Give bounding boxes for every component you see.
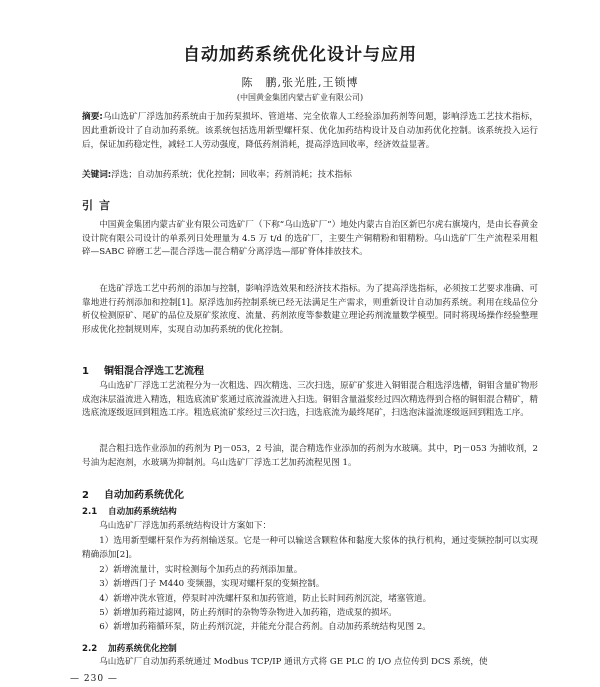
keywords [82, 168, 538, 182]
subsection-title: 加药系统优化控制 [108, 644, 177, 654]
subsection-number: 2.2 [82, 644, 98, 654]
section-number: 2 [82, 490, 89, 501]
section-number: 1 [82, 366, 89, 377]
section22-paragraph: 乌山选矿厂自动加药系统通过 Modbus TCP/IP 通讯方式将 GE PLC 的 I/O 点位传到 DCS 系统，使 [99, 657, 488, 667]
page-number: — 230 — [70, 674, 118, 684]
paper-title: 自动加药系统优化设计与应用 [183, 45, 417, 65]
authors: 陈 鹏,张光胜,王锁博 [241, 76, 359, 89]
intro-paragraph-2: 在选矿浮选工艺中药剂的添加与控制，影响浮选效果和经济技术指标。为了提高浮选指标，必须按工艺要求准确、可靠地进行药剂添加和控制[1]。原浮选加药控制系统已经无法满足生产需求，则重新设计自动加药系统。利用在线品位分析仪检测原矿、尾矿的品位及原矿浆浓度、流量、药剂浓度等参数建立理论药剂流量数学模型。同时将现场操作经验整理形成优化控制规则库，实现自动加药系统的优化控制。 [82, 284, 538, 335]
design-list [82, 534, 538, 635]
intro-heading: 引言 [82, 199, 116, 212]
section1-paragraph-2: 混合粗扫选作业添加的药剂为 Pj－053，2 号油，混合精选作业添加的药剂为水玻璃。其中，Pj－053 为捕收剂，2 号油为起泡剂，水玻璃为抑制剂。乌山选矿厂浮选工艺加药流程见图 1。 [82, 444, 538, 468]
section-heading-1 [82, 362, 204, 377]
abstract-text: 乌山选矿厂浮选加药系统由于加药泵损坏、管道堵、完全依靠人工经验添加药剂等问题，影响浮选工艺技术指标，因此重新设计了自动加药系统。该系统包括选用新型螺杆泵、优化加药结构设计及自动加药优化控制。该系统投入运行后，保证加药稳定性，减轻工人劳动强度，降低药剂消耗，提高浮选回收率，经济效益显著。 [82, 112, 538, 150]
section1-paragraph-1: 乌山选矿厂浮选工艺流程分为一次粗选、四次精选、三次扫选，原矿矿浆进入铜钼混合粗选浮选槽，铜钼含量矿物形成泡沫层溢流进入精选，粗选底流矿浆通过底流溢流进入扫选。铜钼含量溢浆经过四次精选得到合格的铜钼混合精矿，精选底流逐级返回到粗选工序。粗选底流矿浆经过三次扫选，扫选底流为最终尾矿，扫选泡沫溢流逐级返回到粗选工序。 [82, 381, 538, 419]
section-title: 铜钼混合浮选工艺流程 [104, 366, 204, 377]
subsection-heading-2-2 [82, 642, 177, 654]
subsection-number: 2.1 [82, 507, 98, 517]
list-item: 3）新增西门子 M440 变频器，实现对螺杆泵的变频控制。 [99, 579, 325, 590]
subsection-title: 自动加药系统结构 [108, 507, 177, 517]
intro-paragraph-1: 中国黄金集团内蒙古矿业有限公司选矿厂（下称“乌山选矿厂”）地处内蒙古自治区新巴尔虎右旗境内，是由长春黄金设计院有限公司设计的单系列日处理量为 4.5 万 t/d 的选矿厂，主要生产铜精粉和钼精粉。乌山选矿厂生产流程采用粗碎—SABC 碎磨工艺—混合浮选—混合精矿分离浮选—部矿脊体排放技术。 [82, 220, 538, 258]
section-heading-2 [82, 486, 184, 501]
abstract-label: 摘要: [82, 112, 103, 122]
list-item: 4）新增冲洗水管道，停泵时冲洗螺杆泵和加药管道，防止长时间药剂沉淀，堵塞管道。 [99, 593, 432, 604]
keywords-text: 浮选；自动加药系统；优化控制；回收率；药剂消耗；技术指标 [111, 170, 352, 180]
list-item: 1）选用新型螺杆泵作为药剂输送泵。它是一种可以输送含颗粒体和黏度大浆体的执行机构，通过变频控制可以实现精确添加[2]。 [82, 536, 538, 561]
abstract [82, 110, 538, 152]
affiliation: (中国黄金集团内蒙古矿业有限公司) [236, 93, 364, 102]
list-item: 2）新增流量计，实时检测每个加药点的药剂添加量。 [99, 564, 303, 575]
list-item: 6）新增加药箱循环泵，防止药剂沉淀，并能充分混合药剂。自动加药系统结构见图 2。 [99, 622, 431, 633]
list-item: 5）新增加药箱过滤网，防止药剂时的杂物等杂物进入加药箱，造成泵的损坏。 [99, 608, 397, 619]
section21-intro: 乌山选矿厂浮选加药系统结构设计方案如下： [99, 521, 272, 531]
section-title: 自动加药系统优化 [104, 490, 184, 501]
keywords-label: 关键词: [82, 170, 112, 180]
subsection-heading-2-1 [82, 505, 177, 517]
